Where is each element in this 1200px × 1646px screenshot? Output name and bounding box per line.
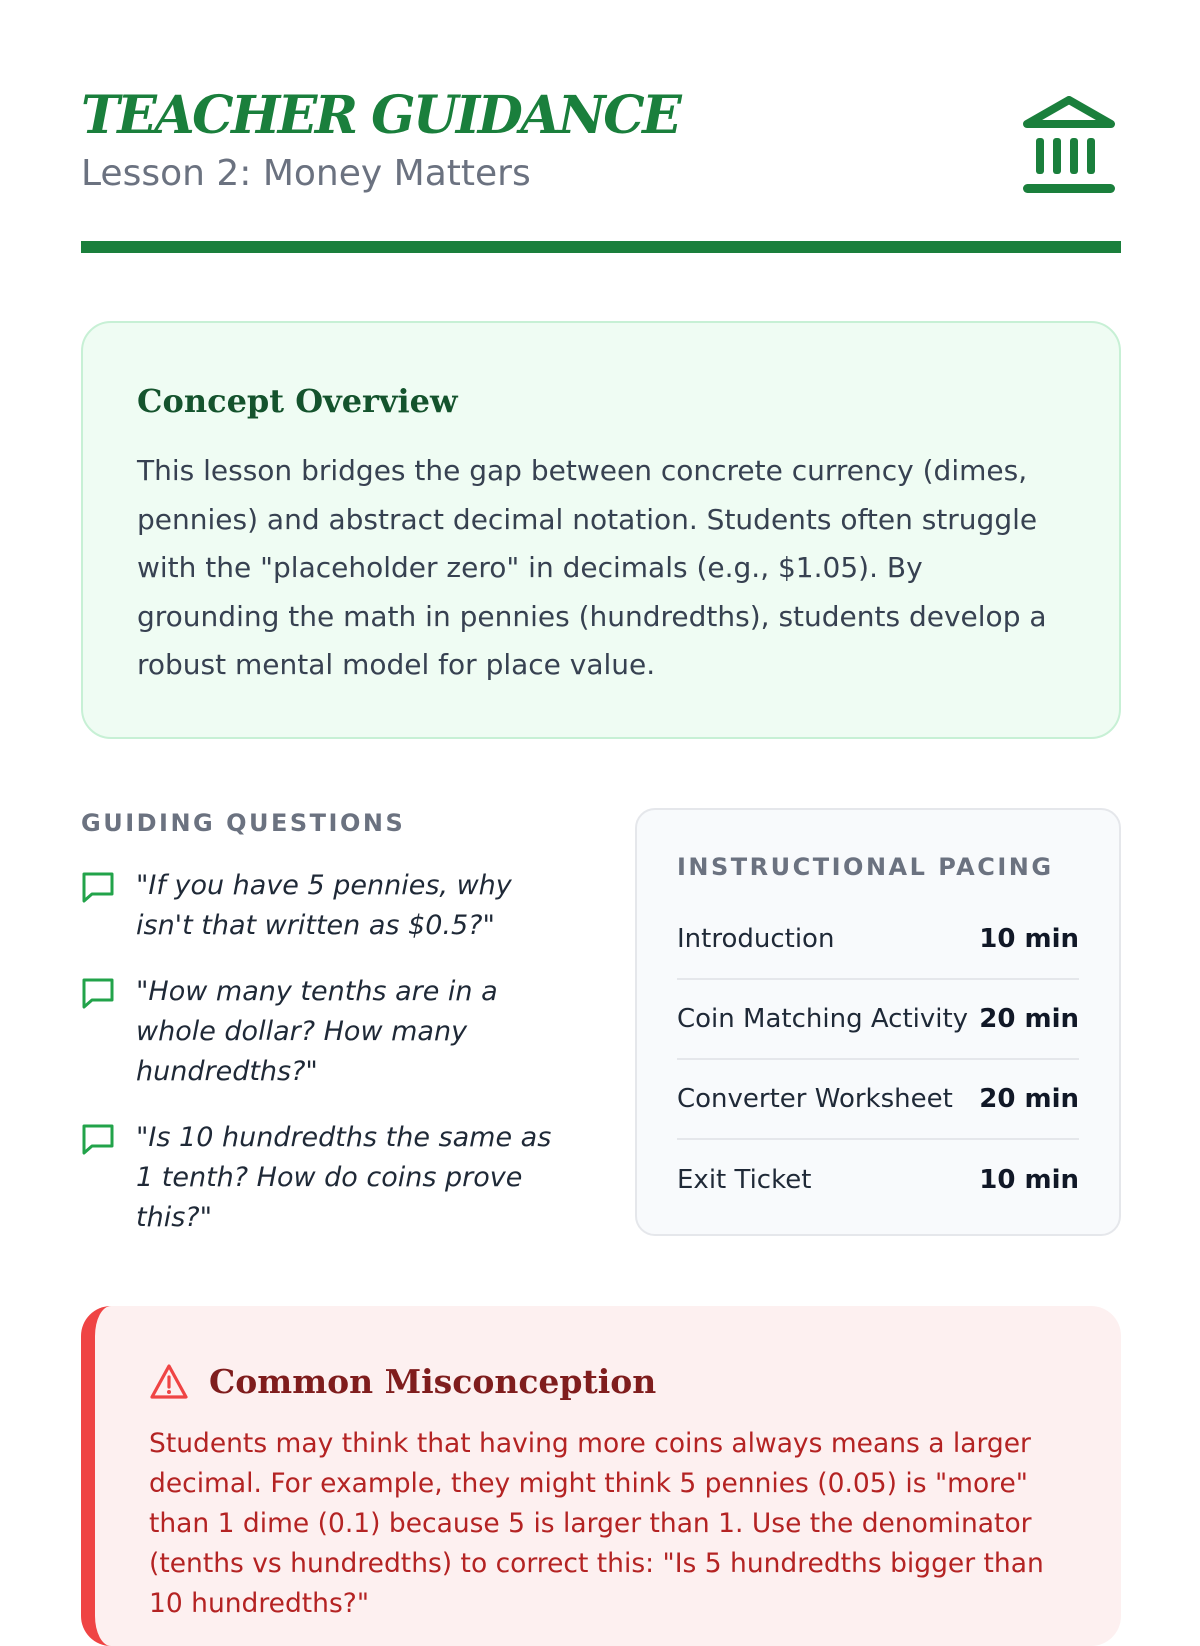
guiding-questions-label: GUIDING QUESTIONS — [81, 809, 406, 837]
guiding-question-text: "How many tenths are in a whole dollar? How many hundredths?" — [136, 976, 498, 1087]
guiding-question-item — [81, 972, 571, 1092]
pacing-time: 20 min — [979, 1084, 1079, 1114]
guiding-questions-section — [81, 808, 571, 1264]
pacing-row — [677, 1060, 1079, 1140]
common-misconception-card — [81, 1306, 1121, 1646]
pacing-row — [677, 980, 1079, 1060]
pacing-activity: Introduction — [677, 924, 835, 954]
pacing-time: 10 min — [979, 924, 1079, 954]
guiding-question-item — [81, 1118, 571, 1238]
speech-bubble-icon — [81, 976, 115, 1010]
pacing-time: 20 min — [979, 1004, 1079, 1034]
pacing-row — [677, 1140, 1079, 1220]
guiding-question-text: "If you have 5 pennies, why isn't that written as $0.5?" — [136, 870, 512, 941]
misconception-header — [149, 1362, 1071, 1402]
guiding-question-item — [81, 866, 571, 946]
guiding-questions-list — [81, 866, 571, 1238]
pacing-row — [677, 900, 1079, 980]
speech-bubble-icon — [81, 1122, 115, 1156]
instructional-pacing-label: INSTRUCTIONAL PACING — [677, 853, 1054, 881]
warning-icon — [149, 1363, 189, 1401]
concept-overview-text: This lesson bridges the gap between concrete currency (dimes, pennies) and abstract decimal notation. Students often struggle with the "placeholder zero" in decimals (e.g., $1.05). By grounding the math in pennies (hundredths), students develop a robust mental model for place value. — [137, 454, 1047, 681]
concept-overview-title: Concept Overview — [137, 382, 458, 420]
misconception-text: Students may think that having more coins always means a larger decimal. For example, they might think 5 pennies (0.05) is "more" than 1 dime (0.1) because 5 is larger than 1. Use the denominator (tenths vs hundredths) to correct this: "Is 5 hundredths bigger than 10 hundredths?" — [149, 1428, 1044, 1619]
concept-overview-card — [81, 321, 1121, 739]
pacing-activity: Exit Ticket — [677, 1165, 812, 1195]
instructional-pacing-card — [635, 808, 1121, 1236]
header-divider — [81, 241, 1121, 253]
speech-bubble-icon — [81, 870, 115, 904]
pacing-time: 10 min — [979, 1165, 1079, 1195]
misconception-title: Common Misconception — [209, 1362, 657, 1401]
page-title: TEACHER GUIDANCE — [81, 85, 680, 146]
pacing-activity: Converter Worksheet — [677, 1084, 953, 1114]
lesson-subtitle: Lesson 2: Money Matters — [81, 153, 531, 194]
page-header — [81, 86, 1121, 206]
guiding-question-text: "Is 10 hundredths the same as 1 tenth? How do coins prove this?" — [136, 1122, 552, 1233]
pacing-activity: Coin Matching Activity — [677, 1004, 969, 1034]
bank-icon — [1021, 96, 1117, 196]
